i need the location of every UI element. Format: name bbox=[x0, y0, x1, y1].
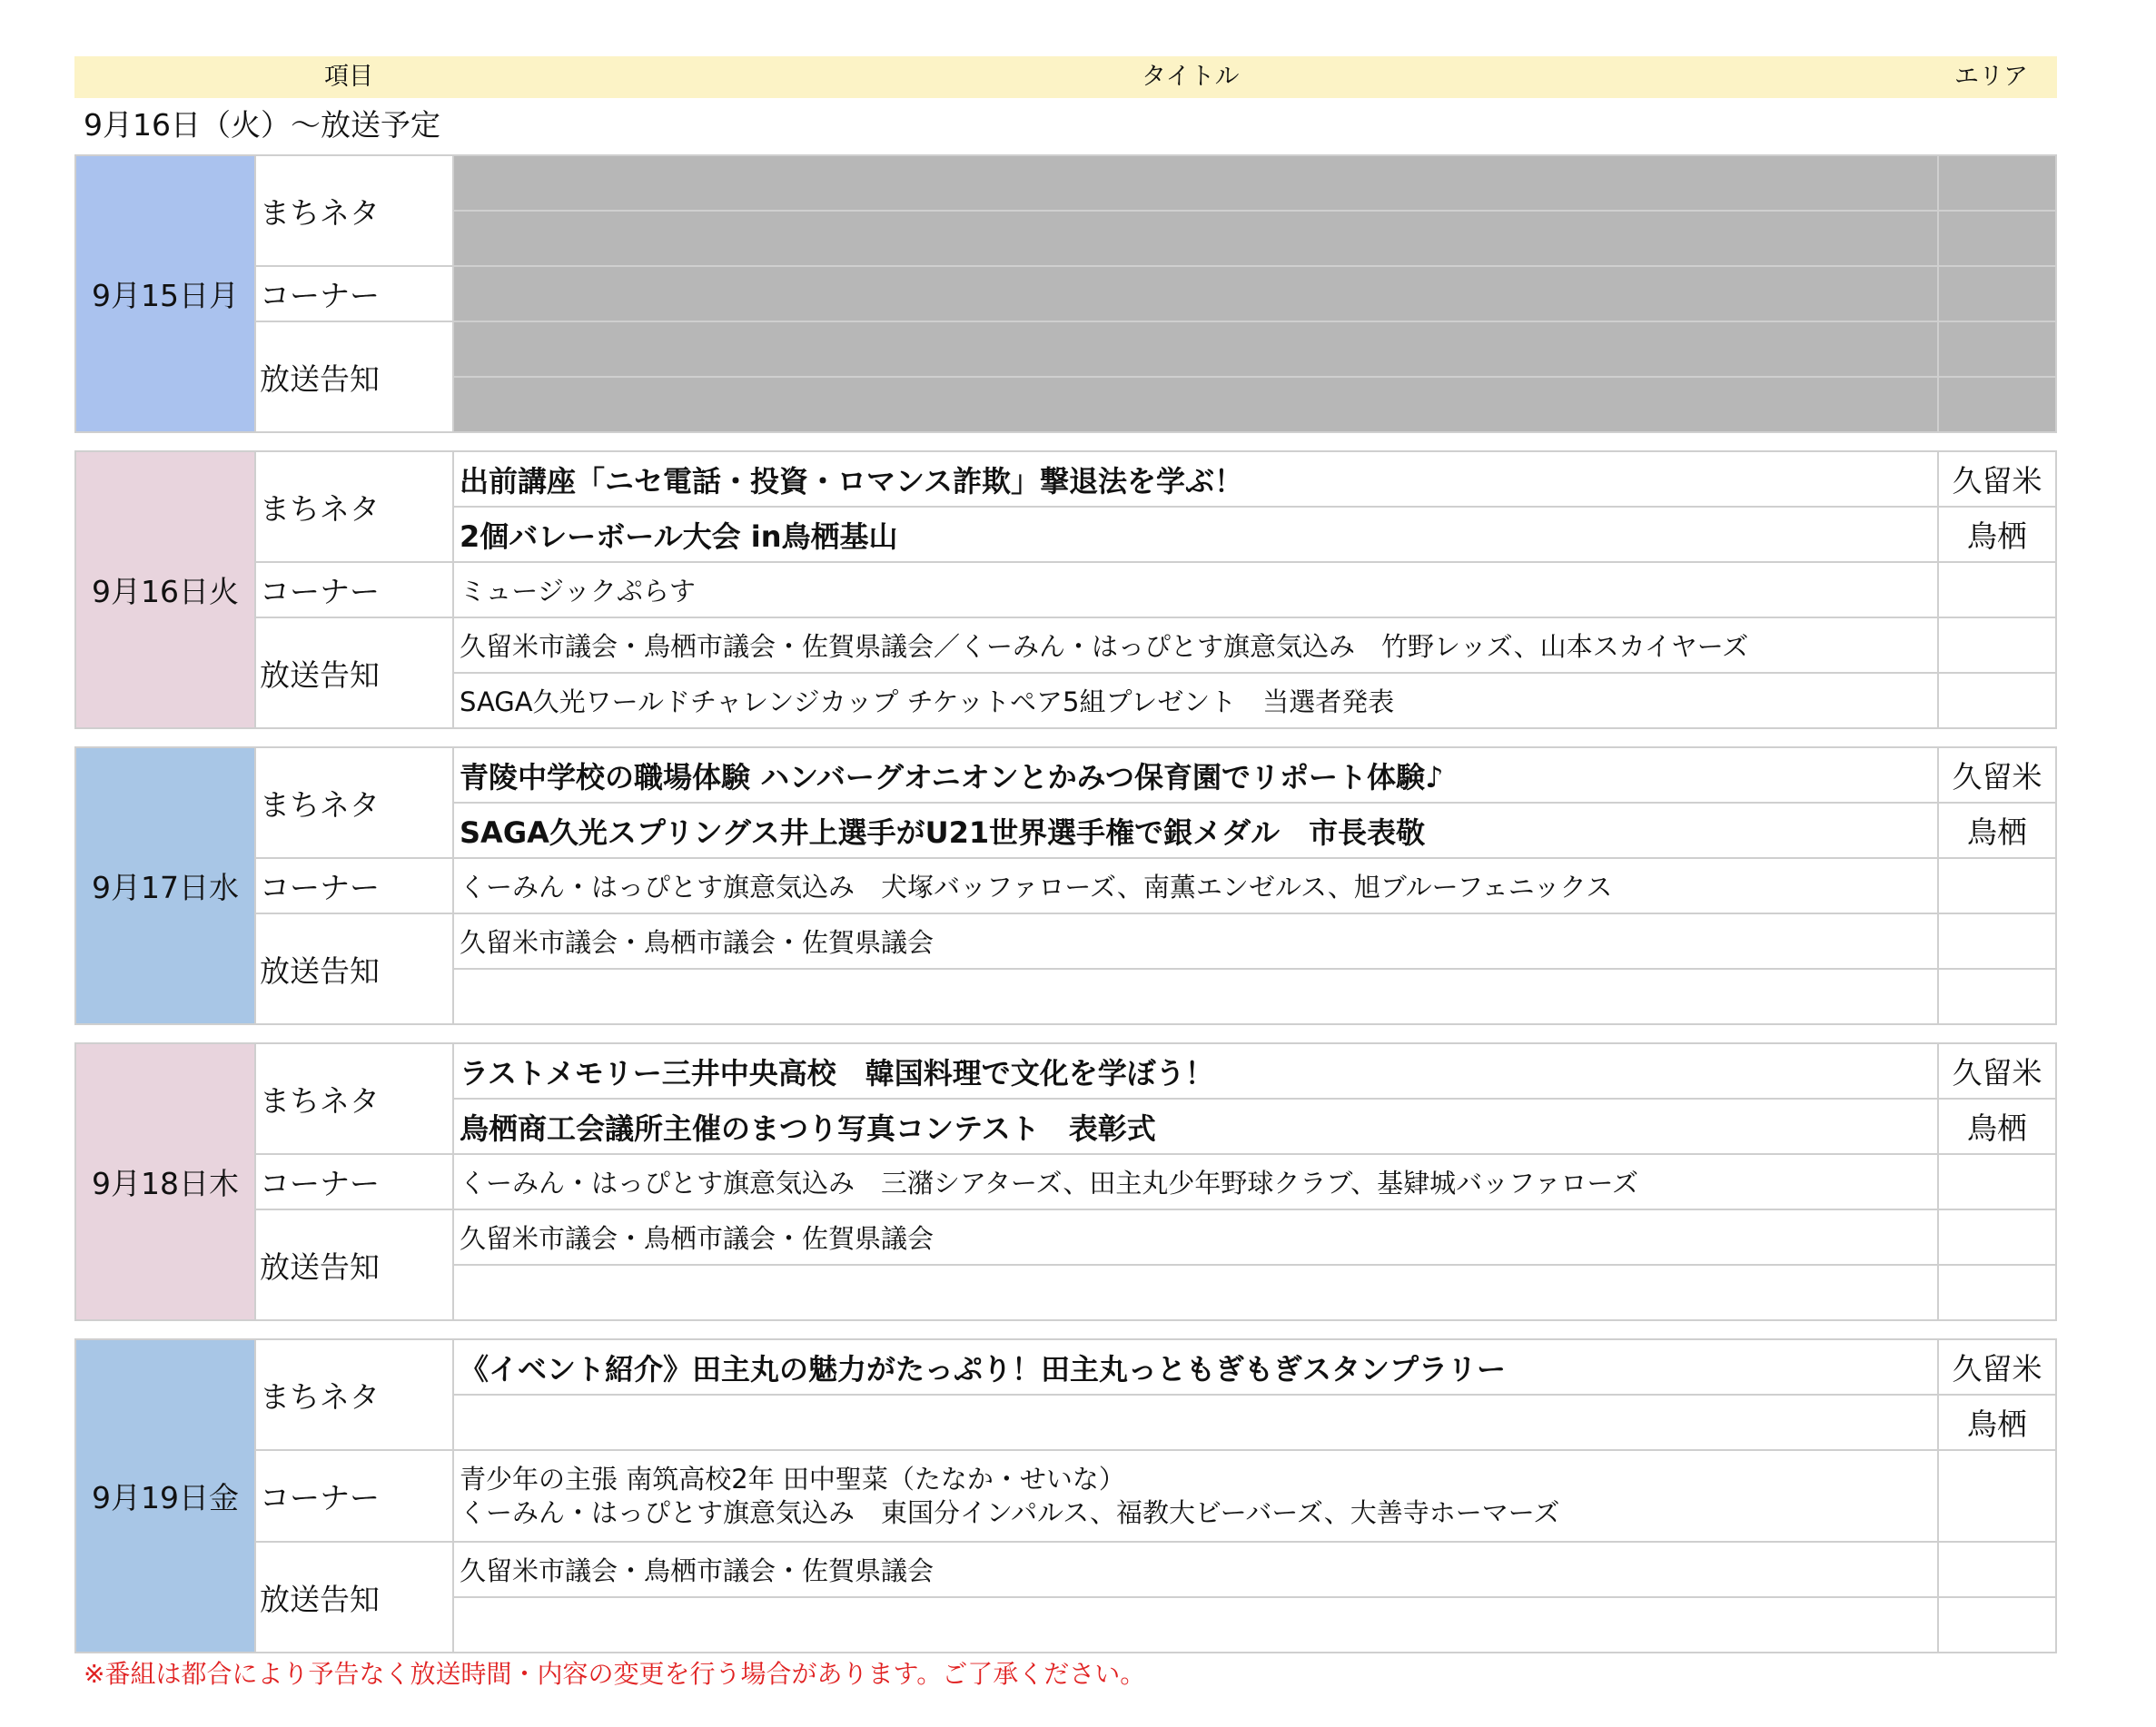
title-cell bbox=[453, 211, 1938, 266]
header-item: 項目 bbox=[324, 63, 373, 91]
area-cell: 鳥栖 bbox=[1938, 1395, 2056, 1450]
area-cell bbox=[1938, 266, 2056, 321]
title-cell bbox=[453, 155, 1938, 211]
day-block-0917 bbox=[74, 746, 2057, 1025]
area-cell bbox=[1938, 913, 2056, 969]
corner-line: 青少年の主張 南筑高校2年 田中聖菜（たなか・せいな） bbox=[460, 1463, 1125, 1495]
area-cell bbox=[1938, 858, 2056, 913]
header-area: エリア bbox=[1954, 63, 2028, 91]
corner-title: くーみん・はっぴとす旗意気込み 三潴シアターズ、田主丸少年野球クラブ、基肄城バッファローズ bbox=[453, 1154, 1938, 1209]
machineta-title bbox=[453, 1395, 1938, 1450]
corner-title: くーみん・はっぴとす旗意気込み 犬塚バッファローズ、南薫エンゼルス、旭ブルーフェニックス bbox=[453, 858, 1938, 913]
category-corner: コーナー bbox=[255, 1154, 453, 1209]
footnote: ※番組は都合により予告なく放送時間・内容の変更を行う場合があります。ご了承ください。 bbox=[84, 1659, 1146, 1689]
area-cell bbox=[1938, 1154, 2056, 1209]
date-cell: 9月19日金 bbox=[75, 1339, 255, 1653]
category-notice: 放送告知 bbox=[255, 1542, 453, 1653]
day-block-0916 bbox=[74, 450, 2057, 729]
corner-line: くーみん・はっぴとす旗意気込み 東国分インパルス、福教大ビーバーズ、大善寺ホーマーズ bbox=[460, 1496, 1560, 1528]
area-cell bbox=[1938, 1209, 2056, 1265]
day-block-0919 bbox=[74, 1338, 2057, 1653]
machineta-title: SAGA久光スプリングス井上選手がU21世界選手権で銀メダル 市長表敬 bbox=[453, 803, 1938, 858]
notice-title: 久留米市議会・鳥栖市議会・佐賀県議会 bbox=[453, 1542, 1938, 1597]
corner-title bbox=[453, 1450, 1938, 1542]
corner-title: ミュージックぷらす bbox=[453, 562, 1938, 617]
category-machineta: まちネタ bbox=[255, 451, 453, 562]
category-notice: 放送告知 bbox=[255, 1209, 453, 1320]
machineta-title: 出前講座「ニセ電話・投資・ロマンス詐欺」撃退法を学ぶ！ bbox=[453, 451, 1938, 507]
day-block-0918 bbox=[74, 1042, 2057, 1321]
area-cell: 鳥栖 bbox=[1938, 507, 2056, 562]
category-notice: 放送告知 bbox=[255, 617, 453, 728]
category-machineta: まちネタ bbox=[255, 747, 453, 858]
machineta-title: 鳥栖商工会議所主催のまつり写真コンテスト 表彰式 bbox=[453, 1099, 1938, 1154]
notice-title: 久留米市議会・鳥栖市議会・佐賀県議会 bbox=[453, 1209, 1938, 1265]
category-corner: コーナー bbox=[255, 266, 453, 321]
header-title: タイトル bbox=[1142, 63, 1240, 91]
notice-title bbox=[453, 969, 1938, 1024]
category-machineta: まちネタ bbox=[255, 1043, 453, 1154]
area-cell bbox=[1938, 1450, 2056, 1542]
notice-title: SAGA久光ワールドチャレンジカップ チケットペア5組プレゼント 当選者発表 bbox=[453, 673, 1938, 728]
category-corner: コーナー bbox=[255, 858, 453, 913]
title-cell bbox=[453, 321, 1938, 377]
date-cell: 9月18日木 bbox=[75, 1043, 255, 1320]
title-cell bbox=[453, 377, 1938, 432]
notice-title bbox=[453, 1265, 1938, 1320]
schedule-subtitle: 9月16日（火）〜放送予定 bbox=[84, 107, 440, 143]
area-cell: 久留米 bbox=[1938, 451, 2056, 507]
machineta-title: 《イベント紹介》田主丸の魅力がたっぷり！田主丸っともぎもぎスタンプラリー bbox=[453, 1339, 1938, 1395]
area-cell bbox=[1938, 377, 2056, 432]
date-cell: 9月15日月 bbox=[75, 155, 255, 432]
area-cell bbox=[1938, 321, 2056, 377]
category-machineta: まちネタ bbox=[255, 155, 453, 266]
date-cell: 9月16日火 bbox=[75, 451, 255, 728]
area-cell: 久留米 bbox=[1938, 1339, 2056, 1395]
day-block-0915 bbox=[74, 154, 2057, 433]
area-cell bbox=[1938, 1597, 2056, 1653]
title-cell bbox=[453, 266, 1938, 321]
machineta-title: ラストメモリー三井中央高校 韓国料理で文化を学ぼう！ bbox=[453, 1043, 1938, 1099]
area-cell bbox=[1938, 562, 2056, 617]
area-cell bbox=[1938, 155, 2056, 211]
area-cell: 久留米 bbox=[1938, 747, 2056, 803]
area-cell bbox=[1938, 211, 2056, 266]
column-header bbox=[74, 56, 2057, 98]
date-cell: 9月17日水 bbox=[75, 747, 255, 1024]
notice-title: 久留米市議会・鳥栖市議会・佐賀県議会 bbox=[453, 913, 1938, 969]
area-cell: 鳥栖 bbox=[1938, 1099, 2056, 1154]
category-notice: 放送告知 bbox=[255, 321, 453, 432]
notice-title bbox=[453, 1597, 1938, 1653]
area-cell: 鳥栖 bbox=[1938, 803, 2056, 858]
area-cell: 久留米 bbox=[1938, 1043, 2056, 1099]
area-cell bbox=[1938, 673, 2056, 728]
category-corner: コーナー bbox=[255, 1450, 453, 1542]
category-machineta: まちネタ bbox=[255, 1339, 453, 1450]
machineta-title: 2個バレーボール大会 in鳥栖基山 bbox=[453, 507, 1938, 562]
area-cell bbox=[1938, 1542, 2056, 1597]
category-notice: 放送告知 bbox=[255, 913, 453, 1024]
area-cell bbox=[1938, 617, 2056, 673]
area-cell bbox=[1938, 969, 2056, 1024]
category-corner: コーナー bbox=[255, 562, 453, 617]
notice-title: 久留米市議会・鳥栖市議会・佐賀県議会／くーみん・はっぴとす旗意気込み 竹野レッズ、山本スカイヤーズ bbox=[453, 617, 1938, 673]
area-cell bbox=[1938, 1265, 2056, 1320]
machineta-title: 青陵中学校の職場体験 ハンバーグオニオンとかみつ保育園でリポート体験♪ bbox=[453, 747, 1938, 803]
